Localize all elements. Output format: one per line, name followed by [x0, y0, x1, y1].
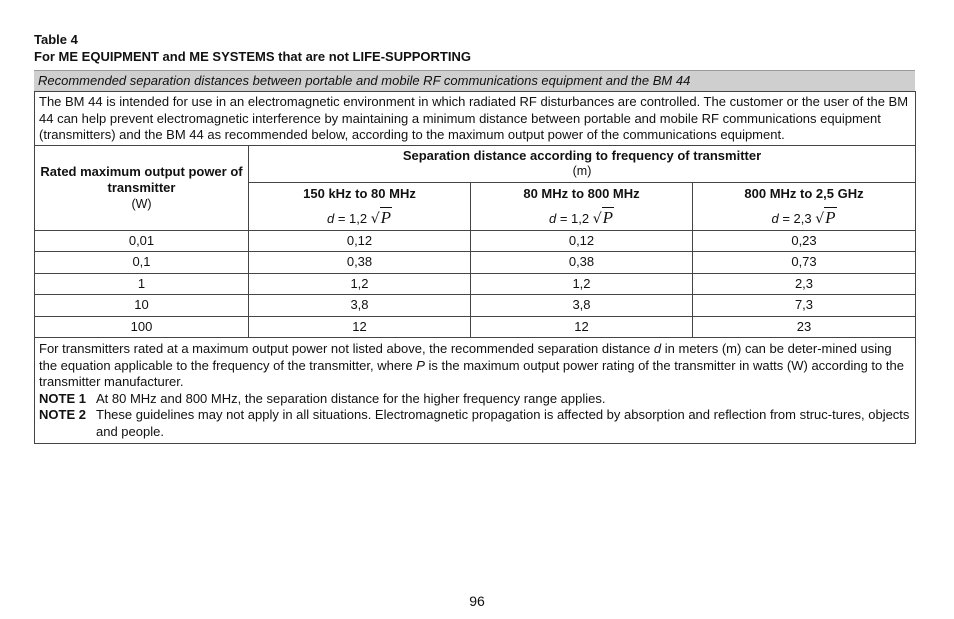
formula-coef-2: = 1,2: [556, 210, 593, 226]
table-title: For ME EQUIPMENT and ME SYSTEMS that are not LIFE-SUPPORTING: [34, 49, 471, 64]
header-row-1: [35, 145, 916, 182]
footer-paragraph: [39, 341, 911, 391]
footer-text-a: For transmitters rated at a maximum output power not listed above, the recommended separation distance: [39, 341, 654, 356]
document-page: [34, 31, 915, 444]
note-1-text: At 80 MHz and 800 MHz, the separation distance for the higher frequency range applies.: [96, 390, 606, 406]
freq-range-2: 80 MHz to 800 MHz: [523, 185, 640, 201]
cell-power: 10: [35, 295, 249, 317]
header-separation: [249, 145, 916, 182]
note-2-text: These guidelines may not apply in all situations. Electromagnetic propagation is affected by absorption and reflection from struc-tures, objects and people.: [96, 407, 910, 439]
header-rated-title: Rated maximum output power of transmitter: [40, 163, 243, 195]
table-row: [35, 295, 916, 317]
cell-power: 0,01: [35, 230, 249, 252]
formula-root-3: P: [825, 207, 836, 227]
table-banner: Recommended separation distances between portable and mobile RF communications equipment and the BM 44: [34, 70, 915, 91]
cell-d3: 2,3: [693, 273, 916, 295]
formula-coef-1: = 1,2: [334, 210, 371, 226]
note-2-label: NOTE 2: [39, 407, 86, 422]
formula-root-1: P: [380, 207, 392, 227]
cell-d1: 12: [249, 316, 471, 338]
formula-1: [326, 207, 392, 227]
formula-var-1: d: [326, 210, 335, 226]
cell-d2: 0,38: [471, 252, 693, 274]
header-freq-col-1: [249, 182, 471, 230]
cell-d1: 0,12: [249, 230, 471, 252]
sqrt-symbol-1: √: [370, 210, 380, 227]
formula-coef-3: = 2,3: [778, 210, 816, 226]
header-separation-title: Separation distance according to frequency of transmitter: [402, 148, 762, 164]
cell-power: 0,1: [35, 252, 249, 274]
cell-power: 100: [35, 316, 249, 338]
footer-notes: [35, 338, 916, 444]
cell-d2: 12: [471, 316, 693, 338]
table-row: [35, 273, 916, 295]
footer-var-p: P: [416, 357, 425, 373]
cell-d2: 0,12: [471, 230, 693, 252]
header-freq-col-2: [471, 182, 693, 230]
sqrt-symbol-2: √: [592, 210, 602, 227]
page-number: 96: [469, 593, 485, 609]
cell-d1: 0,38: [249, 252, 471, 274]
header-separation-unit: (m): [572, 164, 592, 179]
header-rated-unit: (W): [131, 196, 152, 211]
footer-row: [35, 338, 916, 444]
formula-3: [771, 207, 836, 227]
cell-d3: 0,73: [693, 252, 916, 274]
note-1: [39, 391, 911, 408]
formula-var-2: d: [548, 210, 557, 226]
formula-var-3: d: [771, 210, 779, 226]
cell-power: 1: [35, 273, 249, 295]
note-2: [39, 407, 911, 440]
sqrt-symbol-3: √: [815, 210, 825, 227]
cell-d3: 0,23: [693, 230, 916, 252]
note-1-label: NOTE 1: [39, 390, 86, 406]
cell-d1: 3,8: [249, 295, 471, 317]
intro-text: The BM 44 is intended for use in an electromagnetic environment in which radiated RF disturbances are controlled. The customer or the user of the BM 44 can help prevent electromagnetic interference by maintaining a minimum distance between portable and mobile RF communications equipment (transmitters) and the BM 44 as recommended below, according to the maximum output power of the communications equipment.: [35, 92, 916, 146]
header-freq-col-3: [693, 182, 916, 230]
table-row: [35, 316, 916, 338]
separation-distance-table: [34, 91, 916, 444]
cell-d2: 1,2: [471, 273, 693, 295]
table-label: Table 4: [34, 32, 78, 47]
footer-text-c: is the maximum output power rating of the transmitter in watts (W) according to the transmitter manufacturer.: [39, 357, 904, 389]
cell-d1: 1,2: [249, 273, 471, 295]
header-rated-power: [35, 145, 249, 230]
cell-d2: 3,8: [471, 295, 693, 317]
cell-d3: 7,3: [693, 295, 916, 317]
formula-root-2: P: [602, 207, 614, 227]
formula-2: [548, 207, 614, 227]
table-row: [35, 230, 916, 252]
freq-range-1: 150 kHz to 80 MHz: [303, 185, 416, 201]
footer-var-d: d: [653, 341, 662, 356]
freq-range-3: 800 MHz to 2,5 GHz: [744, 185, 864, 201]
table-row: [35, 252, 916, 274]
cell-d3: 23: [693, 316, 916, 338]
intro-row: [35, 92, 916, 146]
footer-text-b: in meters (m) can be deter-mined using the equation applicable to the frequency of the transmitter, where: [39, 341, 892, 373]
